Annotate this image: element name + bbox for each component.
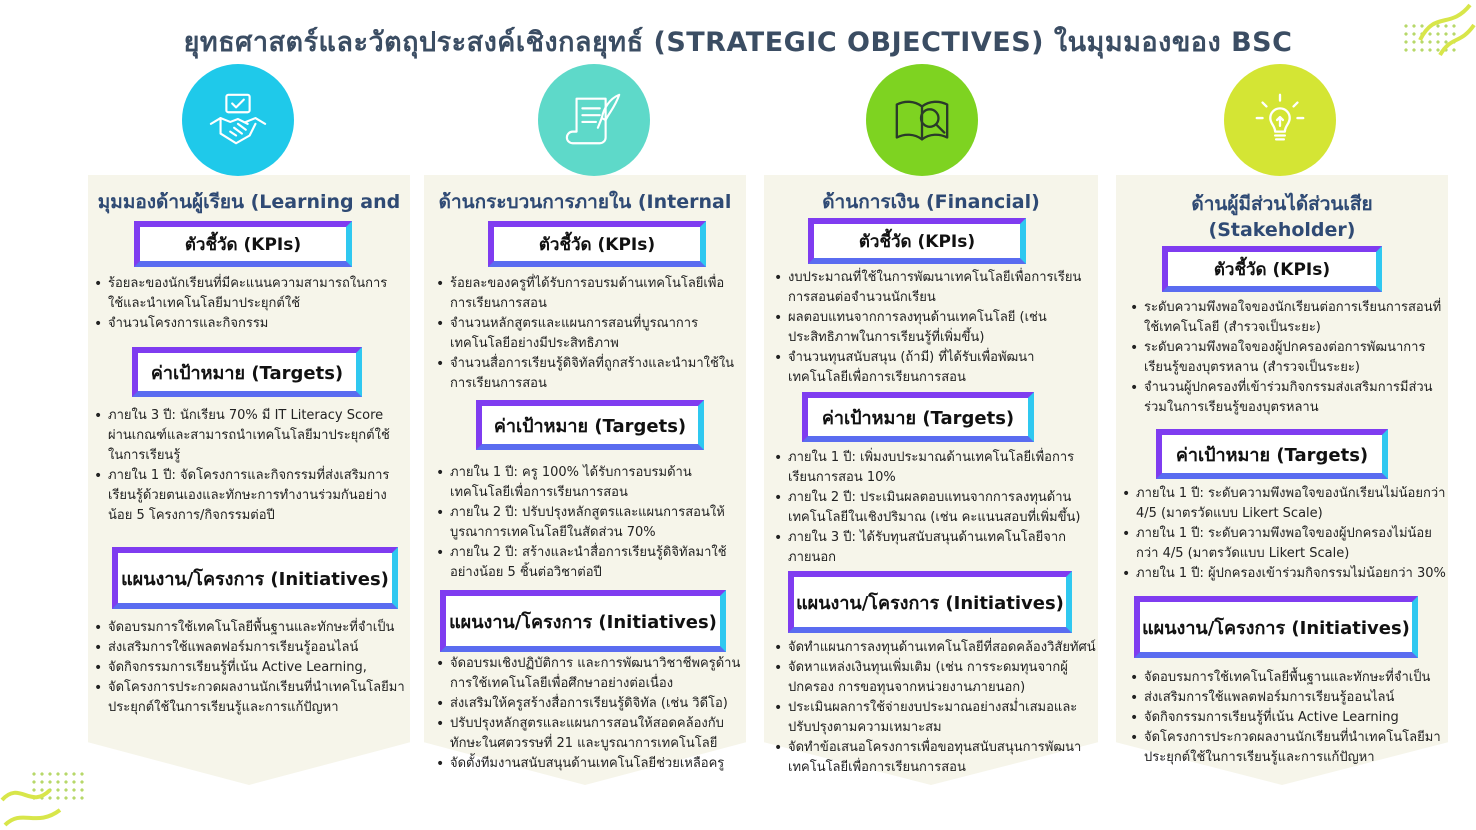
- kpi-label: ตัวชี้วัด (KPIs): [808, 218, 1026, 264]
- initiative-label: แผนงาน/โครงการ (Initiatives): [112, 547, 398, 609]
- kpi-item: • จำนวนหลักสูตรและแผนการสอนที่บูรณาการเทคโนโลยีอย่างมีประสิทธิภาพ: [434, 314, 742, 354]
- kpi-list: [772, 268, 1090, 388]
- initiative-item: • จัดตั้งทีมงานสนับสนุนด้านเทคโนโลยีช่วยเหลือครู: [434, 754, 744, 774]
- initiative-label: แผนงาน/โครงการ (Initiatives): [440, 590, 726, 652]
- kpi-label: ตัวชี้วัด (KPIs): [488, 221, 706, 267]
- scroll-quill-icon: [538, 64, 650, 176]
- initiative-list: [1128, 668, 1446, 768]
- target-label: ค่าเป้าหมาย (Targets): [802, 392, 1034, 442]
- initiative-item: • ส่งเสริมการใช้แพลตฟอร์มการเรียนรู้ออนไลน์: [1128, 688, 1446, 708]
- kpi-label: ตัวชี้วัด (KPIs): [1162, 246, 1382, 292]
- initiative-label: แผนงาน/โครงการ (Initiatives): [788, 571, 1072, 633]
- target-item: • ภายใน 2 ปี: ปรับปรุงหลักสูตรและแผนการสอนให้บูรณาการเทคโนโลยีในสัดส่วน 70%: [434, 503, 742, 543]
- kpi-item: • ผลตอบแทนจากการลงทุนด้านเทคโนโลยี (เช่น ประสิทธิภาพในการเรียนรู้ที่เพิ่มขึ้น): [772, 308, 1090, 348]
- initiative-item: • จัดโครงการประกวดผลงานนักเรียนที่นำเทคโนโลยีมาประยุกต์ใช้ในการเรียนรู้และการแก้ปัญหา: [92, 678, 406, 718]
- kpi-item: • ระดับความพึงพอใจของผู้ปกครองต่อการพัฒนาการเรียนรู้ของบุตรหลาน (สำรวจเป็นระยะ): [1128, 338, 1444, 378]
- initiative-item: • จัดกิจกรรมการเรียนรู้ที่เน้น Active Learning,: [92, 658, 406, 678]
- kpi-list: [434, 274, 742, 394]
- target-item: • ภายใน 1 ปี: ผู้ปกครองเข้าร่วมกิจกรรมไม่น้อยกว่า 30%: [1120, 564, 1448, 584]
- kpi-list: [1128, 298, 1444, 418]
- kpi-item: • จำนวนสื่อการเรียนรู้ดิจิทัลที่ถูกสร้างและนำมาใช้ในการเรียนการสอน: [434, 354, 742, 394]
- page-title: ยุทธศาสตร์และวัตถุประสงค์เชิงกลยุทธ์ (STRATEGIC OBJECTIVES) ในมุมมองของ BSC: [183, 27, 1293, 58]
- target-label: ค่าเป้าหมาย (Targets): [132, 347, 362, 397]
- target-item: • ภายใน 3 ปี: นักเรียน 70% มี IT Literacy Score ผ่านเกณฑ์และสามารถนำเทคโนโลยีมาประยุกต์ใช้ในการเรียนรู้: [92, 406, 404, 466]
- initiative-item: • จัดกิจกรรมการเรียนรู้ที่เน้น Active Learning: [1128, 708, 1446, 728]
- column-heading: ด้านการเงิน (Financial): [822, 191, 1040, 213]
- kpi-item: • ร้อยละของครูที่ได้รับการอบรมด้านเทคโนโลยีเพื่อการเรียนการสอน: [434, 274, 742, 314]
- kpi-item: • ระดับความพึงพอใจของนักเรียนต่อการเรียนการสอนที่ใช้เทคโนโลยี (สำรวจเป็นระยะ): [1128, 298, 1444, 338]
- kpi-item: • ร้อยละของนักเรียนที่มีคะแนนความสามารถในการใช้และนำเทคโนโลยีมาประยุกต์ใช้: [92, 274, 402, 314]
- initiative-list: [772, 638, 1096, 778]
- column-heading: มุมมองด้านผู้เรียน (Learning and: [97, 191, 401, 213]
- kpi-item: • จำนวนทุนสนับสนุน (ถ้ามี) ที่ได้รับเพื่อพัฒนาเทคโนโลยีเพื่อการเรียนการสอน: [772, 348, 1090, 388]
- kpi-list: [92, 274, 402, 334]
- target-item: • ภายใน 1 ปี: เพิ่มงบประมาณด้านเทคโนโลยีเพื่อการเรียนการสอน 10%: [772, 448, 1090, 488]
- initiative-item: • ส่งเสริมการใช้แพลตฟอร์มการเรียนรู้ออนไลน์: [92, 638, 406, 658]
- target-list: [1120, 484, 1448, 584]
- column-heading-line2: (Stakeholder): [1208, 219, 1356, 241]
- target-item: • ภายใน 1 ปี: ระดับความพึงพอใจของผู้ปกครองไม่น้อยกว่า 4/5 (มาตรวัดแบบ Likert Scale): [1120, 524, 1448, 564]
- target-list: [92, 406, 404, 526]
- initiative-item: • จัดหาแหล่งเงินทุนเพิ่มเติม (เช่น การระดมทุนจากผู้ปกครอง การขอทุนจากหน่วยงานภายนอก): [772, 658, 1096, 698]
- initiative-item: • ปรับปรุงหลักสูตรและแผนการสอนให้สอดคล้องกับทักษะในศตวรรษที่ 21 และบูรณาการเทคโนโลยี: [434, 714, 744, 754]
- initiative-item: • จัดอบรมเชิงปฏิบัติการ และการพัฒนาวิชาชีพครูด้านการใช้เทคโนโลยีเพื่อศึกษาอย่างต่อเนื่อง: [434, 654, 744, 694]
- initiative-item: • จัดทำแผนการลงทุนด้านเทคโนโลยีที่สอดคล้องวิสัยทัศน์: [772, 638, 1096, 658]
- initiative-item: • จัดทำข้อเสนอโครงการเพื่อขอทุนสนับสนุนการพัฒนาเทคโนโลยีเพื่อการเรียนการสอน: [772, 738, 1096, 778]
- initiative-item: • จัดโครงการประกวดผลงานนักเรียนที่นำเทคโนโลยีมาประยุกต์ใช้ในการเรียนรู้และการแก้ปัญหา: [1128, 728, 1446, 768]
- target-item: • ภายใน 3 ปี: ได้รับทุนสนับสนุนด้านเทคโนโลยีจากภายนอก: [772, 528, 1090, 568]
- squiggle-decoration: [0, 770, 70, 830]
- book-magnifier-icon: [866, 64, 978, 176]
- kpi-item: • จำนวนผู้ปกครองที่เข้าร่วมกิจกรรมส่งเสริมการมีส่วนร่วมในการเรียนรู้ของบุตรหลาน: [1128, 378, 1444, 418]
- initiative-list: [92, 618, 406, 718]
- initiative-item: • จัดอบรมการใช้เทคโนโลยีพื้นฐานและทักษะที่จำเป็น: [92, 618, 406, 638]
- target-item: • ภายใน 1 ปี: จัดโครงการและกิจกรรมที่ส่งเสริมการเรียนรู้ด้วยตนเองและทักษะการทำงานร่วมกันอย่างน้อย 5 โครงการ/กิจกรรมต่อปี: [92, 466, 404, 526]
- initiative-item: • ส่งเสริมให้ครูสร้างสื่อการเรียนรู้ดิจิทัล (เช่น วิดีโอ): [434, 694, 744, 714]
- lightbulb-icon: [1224, 64, 1336, 176]
- initiative-item: • จัดอบรมการใช้เทคโนโลยีพื้นฐานและทักษะที่จำเป็น: [1128, 668, 1446, 688]
- target-label: ค่าเป้าหมาย (Targets): [1156, 429, 1388, 479]
- target-item: • ภายใน 2 ปี: สร้างและนำสื่อการเรียนรู้ดิจิทัลมาใช้อย่างน้อย 5 ชิ้นต่อวิชาต่อปี: [434, 543, 742, 583]
- kpi-item: • งบประมาณที่ใช้ในการพัฒนาเทคโนโลยีเพื่อการเรียนการสอนต่อจำนวนนักเรียน: [772, 268, 1090, 308]
- target-list: [772, 448, 1090, 568]
- initiative-list: [434, 654, 744, 774]
- handshake-icon: [182, 64, 294, 176]
- target-list: [434, 463, 742, 583]
- initiative-label: แผนงาน/โครงการ (Initiatives): [1134, 596, 1418, 658]
- column-heading: ด้านผู้มีส่วนได้ส่วนเสีย: [1191, 193, 1373, 215]
- column-heading: ด้านกระบวนการภายใน (Internal: [438, 191, 732, 213]
- target-label: ค่าเป้าหมาย (Targets): [476, 400, 704, 450]
- kpi-label: ตัวชี้วัด (KPIs): [134, 221, 352, 267]
- initiative-item: • ประเมินผลการใช้จ่ายงบประมาณอย่างสม่ำเสมอและปรับปรุงตามความเหมาะสม: [772, 698, 1096, 738]
- target-item: • ภายใน 1 ปี: ครู 100% ได้รับการอบรมด้านเทคโนโลยีเพื่อการเรียนการสอน: [434, 463, 742, 503]
- kpi-item: • จำนวนโครงการและกิจกรรม: [92, 314, 402, 334]
- target-item: • ภายใน 1 ปี: ระดับความพึงพอใจของนักเรียนไม่น้อยกว่า 4/5 (มาตรวัดแบบ Likert Scale): [1120, 484, 1448, 524]
- target-item: • ภายใน 2 ปี: ประเมินผลตอบแทนจากการลงทุนด้านเทคโนโลยีในเชิงปริมาณ (เช่น คะแนนสอบที่เพิ่มขึ้น): [772, 488, 1090, 528]
